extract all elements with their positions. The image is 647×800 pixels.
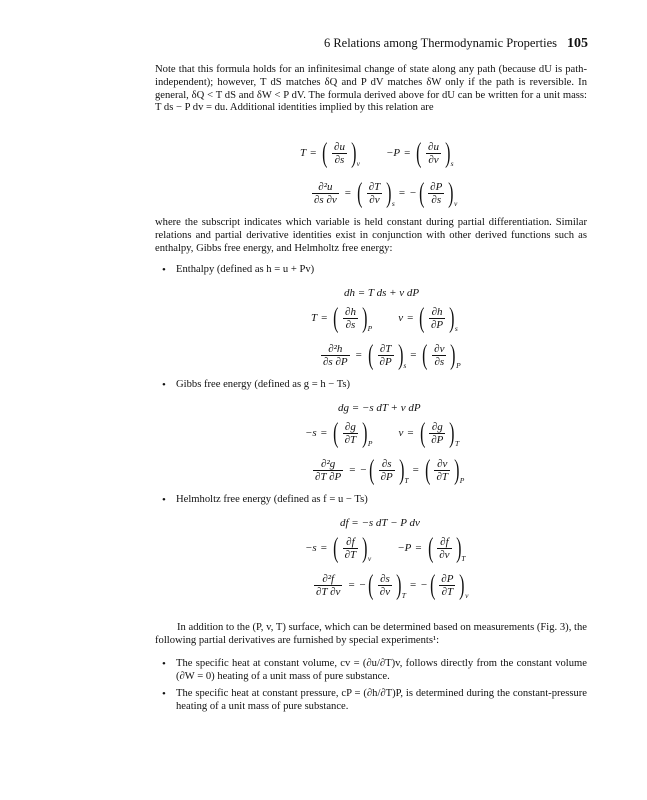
equation-g-first-derivatives: −s = ( $\frac{\partial g}{\partial T}$ )P v = ( $\frac{\partial g}{\partial P}$ )T: [305, 417, 460, 449]
equation-df: df = −s dT − P dv: [340, 517, 420, 529]
bullet-enthalpy-text: Enthalpy (defined as h = u + Pv): [176, 264, 315, 275]
equation-dg: dg = −s dT + v dP: [338, 402, 421, 414]
specific-heat-volume-text: The specific heat at constant volume, cv = (∂u/∂T)v, follows directly from the constant volume (∂W = 0) heating of a unit mass of pure substance.: [176, 658, 587, 682]
bullet-enthalpy: [162, 264, 587, 277]
equation-h-first-derivatives: T = ( $\frac{\partial h}{\partial s}$ )P v = ( $\frac{\partial h}{\partial P}$ )s: [311, 302, 458, 334]
bullet-specific-heat-pressure: [162, 688, 587, 714]
intro-paragraph: Note that this formula holds for an infinitesimal change of state along any path (because dU is path-independent); however, T dS matches δQ and P dV matches δW only if the path is reversible. In general, δQ < T dS and δW < P dV. The formula derived above for dU can be written for a unit mass: T ds − P dv = du. Additional identities implied by this relation are: [155, 64, 587, 114]
equation-f-first-derivatives: −s = ( $\frac{\partial f}{\partial T}$ )v −P = ( $\frac{\partial f}{\partial v}$ )T: [305, 532, 466, 564]
bullet-gibbs: [162, 379, 587, 392]
equation-u-maxwell: $\frac{\text{∂²u}}{\partial s \partial v}$ = ( $\frac{\partial T}{\partial v}$ )s = − ( $\frac{\partial P}{\partial s}$ )v: [314, 177, 458, 209]
bullet-dot: •: [162, 494, 166, 506]
equation-u-first-derivatives: T = ( $\frac{\partial u}{\partial s}$ )v −P = ( $\frac{\partial u}{\partial v}$ )s: [300, 137, 454, 169]
page-number: 105: [567, 36, 588, 51]
bullet-dot: •: [162, 379, 166, 391]
running-title: 6 Relations among Thermodynamic Properties: [323, 36, 557, 50]
equation-f-maxwell: $\frac{\text{∂²f}}{\partial T \partial v}$ = − ( $\frac{\partial s}{\partial v}$ )T = − ( $\frac{\partial P}{\partial T}$ )v: [316, 569, 469, 601]
measurement-paragraph: In addition to the (P, v, T) surface, which can be determined based on measurements (Fig. 3), the following partial derivatives are furnished by special experiments¹:: [155, 622, 587, 646]
equation-h-maxwell: $\frac{\text{∂²h}}{\partial s \partial P}$ = ( $\frac{\partial T}{\partial P}$ )s = ( $\frac{\partial v}{\partial s}$ )P: [323, 339, 461, 371]
subscript-paragraph: where the subscript indicates which variable is held constant during partial differentiation. Similar relations and partial derivative identities exist in conjunction with other derived functions such as enthalpy, Gibbs free energy, and Helmholtz free energy:: [155, 217, 587, 254]
bullet-gibbs-text: Gibbs free energy (defined as g = h − Ts): [176, 379, 351, 390]
bullet-specific-heat-volume: [162, 658, 587, 684]
running-header: [324, 36, 588, 52]
bullet-dot: •: [162, 688, 166, 700]
specific-heat-pressure-text: The specific heat at constant pressure, cP = (∂h/∂T)P, is determined during the constant-pressure heating of a unit mass of pure substance.: [176, 688, 587, 712]
equation-dh: dh = T ds + v dP: [344, 287, 420, 299]
bullet-helmholtz-text: Helmholtz free energy (defined as f = u − Ts): [176, 494, 368, 505]
bullet-dot: •: [162, 264, 166, 276]
bullet-dot: •: [162, 658, 166, 670]
equation-g-maxwell: $\frac{\text{∂²g}}{\partial T \partial P}$ = − ( $\frac{\partial s}{\partial P}$ )T = ( $\frac{\partial v}{\partial T}$ )P: [315, 454, 465, 486]
bullet-helmholtz: [162, 494, 587, 507]
